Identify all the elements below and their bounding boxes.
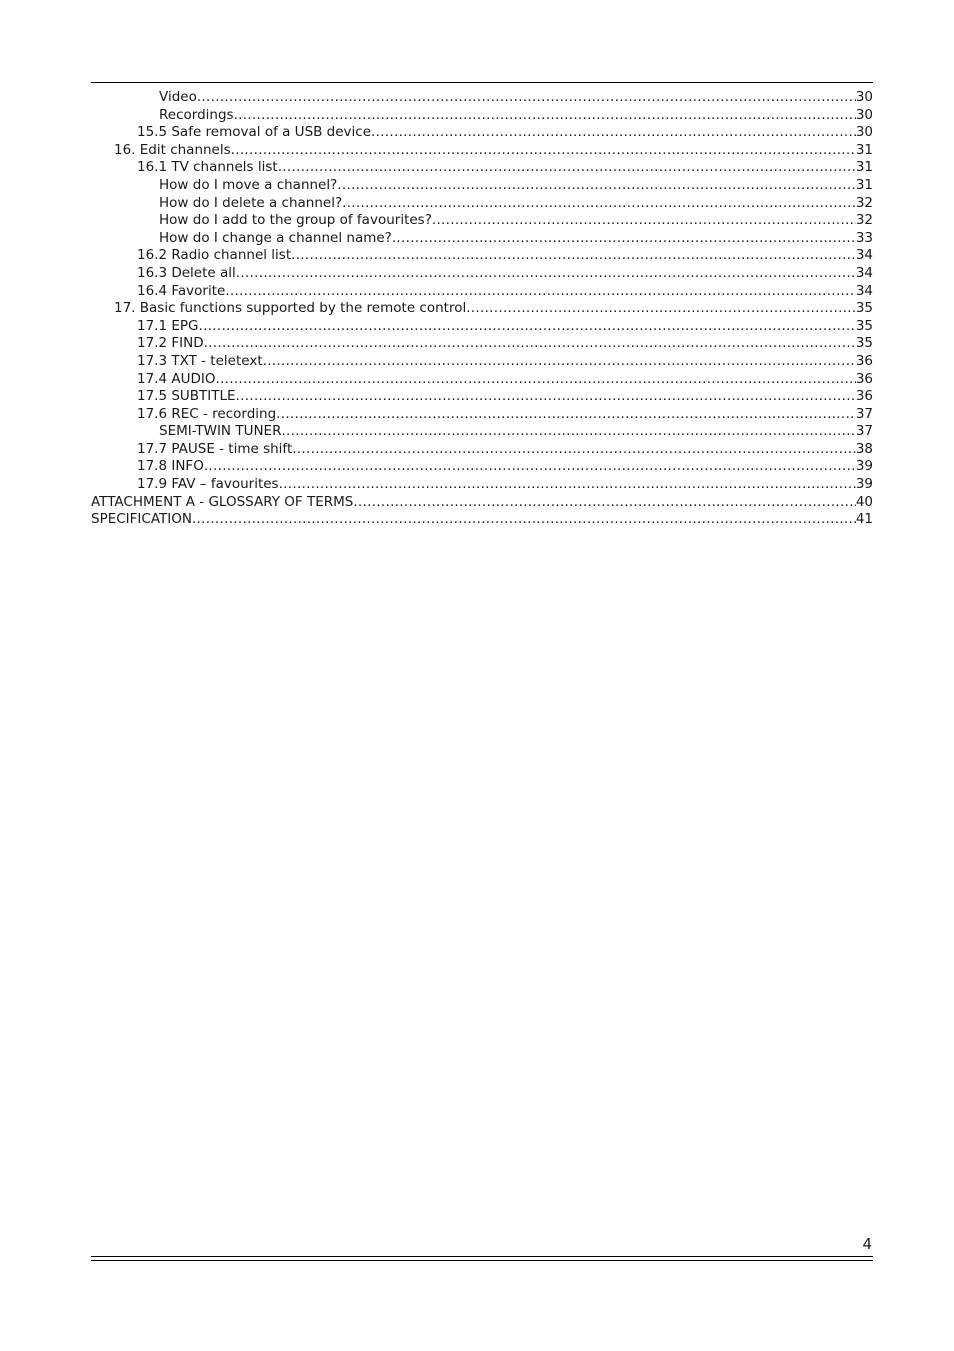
toc-entry[interactable] bbox=[91, 89, 873, 107]
toc-entry[interactable] bbox=[91, 247, 873, 265]
toc-entry[interactable] bbox=[91, 142, 873, 160]
toc-dot-leader bbox=[392, 230, 856, 248]
toc-entry[interactable] bbox=[91, 494, 873, 512]
toc-dot-leader bbox=[197, 89, 856, 107]
toc-entry[interactable] bbox=[91, 195, 873, 213]
toc-entry-page: 35 bbox=[855, 300, 873, 317]
toc-entry[interactable] bbox=[91, 177, 873, 195]
toc-dot-leader bbox=[204, 335, 856, 353]
header-rule bbox=[91, 82, 873, 83]
toc-entry[interactable] bbox=[91, 124, 873, 142]
toc-entry-page: 35 bbox=[855, 317, 873, 334]
toc-dot-leader bbox=[198, 318, 855, 336]
toc-entry-page: 32 bbox=[855, 212, 873, 229]
toc-entry-title: 16.1 TV channels list bbox=[137, 159, 278, 176]
toc-entry[interactable] bbox=[91, 423, 873, 441]
toc-entry-page: 30 bbox=[855, 106, 873, 123]
toc-entry-page: 33 bbox=[855, 229, 873, 246]
toc-entry-page: 35 bbox=[855, 335, 873, 352]
toc-entry[interactable] bbox=[91, 353, 873, 371]
toc-entry-page: 34 bbox=[855, 282, 873, 299]
toc-entry[interactable] bbox=[91, 476, 873, 494]
toc-entry-title: SPECIFICATION bbox=[91, 511, 192, 528]
toc-entry-title: SEMI-TWIN TUNER bbox=[159, 423, 282, 440]
toc-entry-title: 17.9 FAV – favourites bbox=[137, 476, 279, 493]
toc-entry[interactable] bbox=[91, 371, 873, 389]
toc-dot-leader bbox=[278, 159, 856, 177]
toc-dot-leader bbox=[276, 406, 856, 424]
toc-entry[interactable] bbox=[91, 230, 873, 248]
table-of-contents bbox=[91, 89, 873, 529]
toc-entry[interactable] bbox=[91, 335, 873, 353]
toc-dot-leader bbox=[371, 124, 856, 142]
toc-entry[interactable] bbox=[91, 388, 873, 406]
toc-entry[interactable] bbox=[91, 458, 873, 476]
toc-entry-title: 15.5 Safe removal of a USB device bbox=[137, 124, 372, 141]
toc-entry-title: 17.2 FIND bbox=[137, 335, 204, 352]
toc-entry-title: 17.7 PAUSE - time shift bbox=[137, 440, 293, 457]
toc-entry[interactable] bbox=[91, 212, 873, 230]
toc-entry-page: 30 bbox=[855, 89, 873, 105]
toc-entry-page: 39 bbox=[855, 458, 873, 475]
toc-entry-title: 16.4 Favorite bbox=[137, 282, 226, 299]
toc-entry[interactable] bbox=[91, 318, 873, 336]
toc-dot-leader bbox=[342, 195, 856, 213]
toc-entry-page: 36 bbox=[855, 388, 873, 405]
toc-dot-leader bbox=[353, 494, 855, 512]
toc-dot-leader bbox=[236, 388, 856, 406]
toc-dot-leader bbox=[281, 423, 855, 441]
toc-entry-page: 37 bbox=[855, 405, 873, 422]
toc-dot-leader bbox=[236, 265, 856, 283]
toc-entry[interactable] bbox=[91, 511, 873, 529]
toc-entry-page: 41 bbox=[855, 511, 873, 528]
toc-dot-leader bbox=[192, 511, 856, 529]
toc-entry-title: 17.8 INFO bbox=[137, 458, 204, 475]
toc-entry-title: ATTACHMENT A - GLOSSARY OF TERMS bbox=[91, 493, 354, 510]
toc-dot-leader bbox=[263, 353, 856, 371]
toc-entry-page: 38 bbox=[855, 440, 873, 457]
toc-entry[interactable] bbox=[91, 300, 873, 318]
toc-entry-title: 17.3 TXT - teletext bbox=[137, 352, 263, 369]
toc-dot-leader bbox=[215, 371, 855, 389]
toc-entry[interactable] bbox=[91, 159, 873, 177]
toc-entry-title: Recordings bbox=[159, 106, 234, 123]
toc-entry-page: 34 bbox=[855, 247, 873, 264]
toc-entry-page: 31 bbox=[855, 176, 873, 193]
toc-entry[interactable] bbox=[91, 441, 873, 459]
toc-dot-leader bbox=[204, 458, 856, 476]
toc-dot-leader bbox=[432, 212, 856, 230]
toc-entry-page: 31 bbox=[855, 141, 873, 158]
toc-entry-page: 40 bbox=[855, 493, 873, 510]
toc-entry-title: How do I change a channel name? bbox=[159, 229, 392, 246]
toc-dot-leader bbox=[279, 476, 856, 494]
toc-entry-title: How do I add to the group of favourites? bbox=[159, 212, 432, 229]
toc-entry-title: 17.1 EPG bbox=[137, 317, 199, 334]
toc-entry-title: Video bbox=[159, 89, 197, 105]
toc-entry-title: How do I delete a channel? bbox=[159, 194, 343, 211]
toc-dot-leader bbox=[225, 283, 856, 301]
toc-entry-page: 31 bbox=[855, 159, 873, 176]
toc-entry-title: 17.6 REC - recording bbox=[137, 405, 277, 422]
toc-entry-page: 32 bbox=[855, 194, 873, 211]
toc-entry-title: 16. Edit channels bbox=[114, 141, 231, 158]
toc-entry[interactable] bbox=[91, 283, 873, 301]
toc-entry[interactable] bbox=[91, 107, 873, 125]
toc-entry[interactable] bbox=[91, 265, 873, 283]
toc-entry-page: 36 bbox=[855, 352, 873, 369]
toc-entry-title: 16.3 Delete all bbox=[137, 264, 236, 281]
toc-entry[interactable] bbox=[91, 406, 873, 424]
page-number: 4 bbox=[862, 1235, 872, 1253]
toc-entry-title: 17.5 SUBTITLE bbox=[137, 388, 236, 405]
toc-dot-leader bbox=[291, 247, 856, 265]
toc-entry-title: 17.4 AUDIO bbox=[137, 370, 216, 387]
toc-dot-leader bbox=[231, 142, 856, 160]
toc-entry-title: 17. Basic functions supported by the remote control bbox=[114, 300, 467, 317]
toc-entry-title: How do I move a channel? bbox=[159, 176, 338, 193]
toc-dot-leader bbox=[337, 177, 856, 195]
footer-rule bbox=[91, 1256, 873, 1261]
toc-entry-page: 30 bbox=[855, 124, 873, 141]
toc-entry-title: 16.2 Radio channel list bbox=[137, 247, 292, 264]
toc-entry-page: 36 bbox=[855, 370, 873, 387]
toc-entry-page: 39 bbox=[855, 476, 873, 493]
toc-dot-leader bbox=[234, 107, 856, 125]
toc-entry-page: 34 bbox=[855, 264, 873, 281]
toc-entry-page: 37 bbox=[855, 423, 873, 440]
toc-dot-leader bbox=[466, 300, 856, 318]
toc-dot-leader bbox=[292, 441, 856, 459]
